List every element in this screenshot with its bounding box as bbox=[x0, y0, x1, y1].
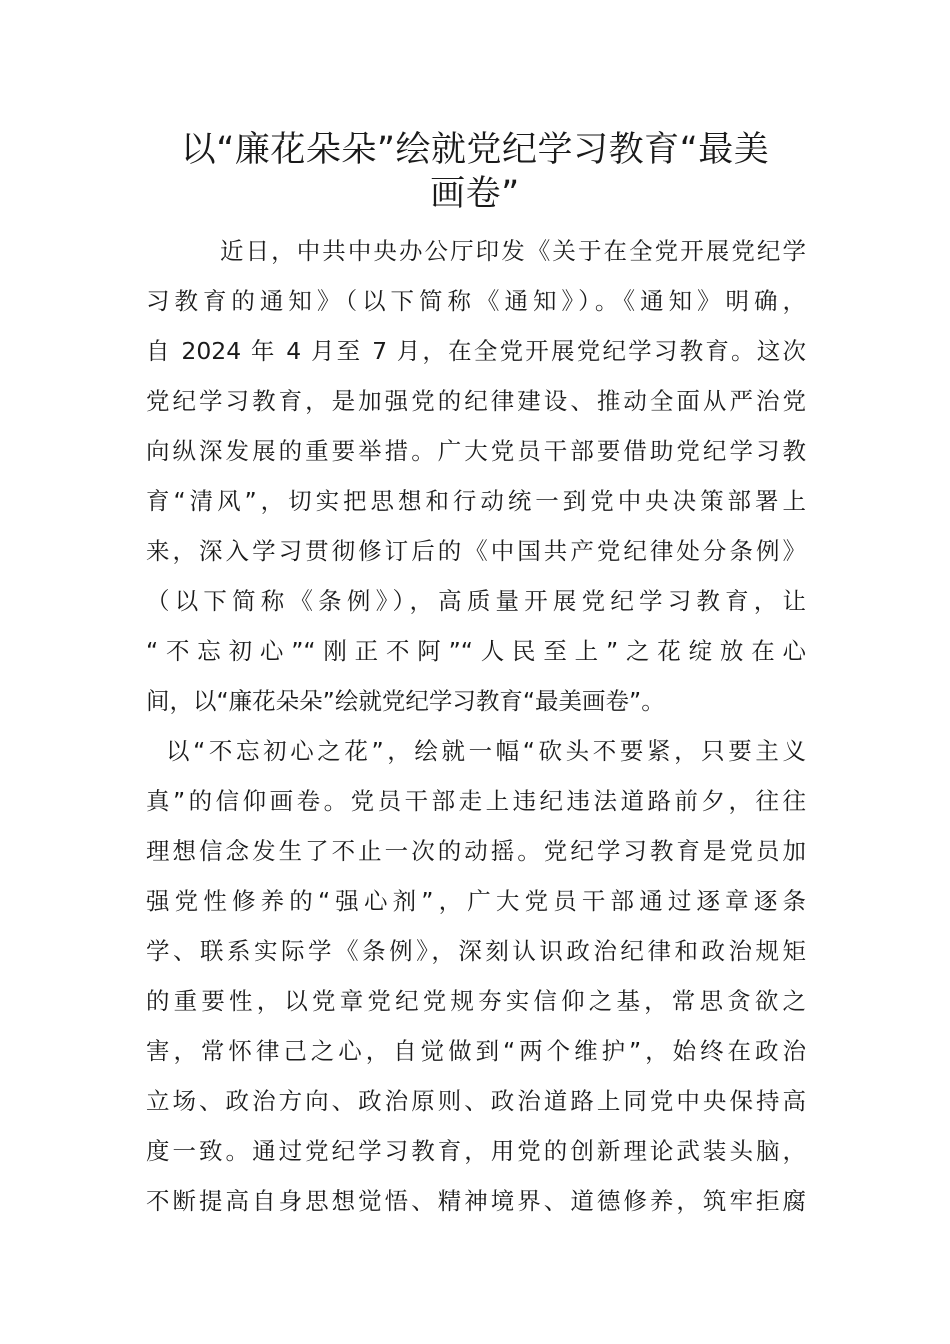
paragraph-1-line-2: 习教育的通知》（以下简称《通知》）。《通知》明确， bbox=[146, 287, 806, 315]
paragraph-1-line-1: 近日，中共中央办公厅印发《关于在全党开展党纪学 bbox=[220, 237, 806, 265]
paragraph-1-line-6: 育“清风”，切实把思想和行动统一到党中央决策部署上 bbox=[146, 487, 806, 515]
paragraph-2-line-2: 真”的信仰画卷。党员干部走上违纪违法道路前夕，往往 bbox=[146, 787, 806, 815]
paragraph-1-line-7: 来，深入学习贯彻修订后的《中国共产党纪律处分条例》 bbox=[146, 537, 806, 565]
paragraph-2-line-5: 学、联系实际学《条例》，深刻认识政治纪律和政治规矩 bbox=[146, 937, 806, 965]
document-title-line-2: 画卷” bbox=[430, 174, 520, 214]
paragraph-1-line-4: 党纪学习教育，是加强党的纪律建设、推动全面从严治党 bbox=[146, 387, 806, 415]
paragraph-1-line-5: 向纵深发展的重要举措。广大党员干部要借助党纪学习教 bbox=[146, 437, 806, 465]
paragraph-1-line-8: （以下简称《条例》），高质量开展党纪学习教育，让 bbox=[146, 587, 806, 615]
paragraph-2-line-6: 的重要性，以党章党纪党规夯实信仰之基，常思贪欲之 bbox=[146, 987, 806, 1015]
paragraph-1-line-10: 间，以“廉花朵朵”绘就党纪学习教育“最美画卷”。 bbox=[146, 687, 665, 715]
paragraph-2-line-4: 强党性修养的“强心剂”，广大党员干部通过逐章逐条 bbox=[146, 887, 806, 915]
paragraph-2-line-1: 以“不忘初心之花”，绘就一幅“砍头不要紧，只要主义 bbox=[166, 737, 806, 765]
paragraph-2-line-7: 害，常怀律己之心，自觉做到“两个维护”，始终在政治 bbox=[146, 1037, 806, 1065]
document-title-line-1: 以“廉花朵朵”绘就党纪学习教育“最美 bbox=[180, 130, 770, 170]
paragraph-2-line-10: 不断提高自身思想觉悟、精神境界、道德修养，筑牢拒腐 bbox=[146, 1187, 806, 1215]
paragraph-2-line-8: 立场、政治方向、政治原则、政治道路上同党中央保持高 bbox=[146, 1087, 806, 1115]
paragraph-1-line-9: “不忘初心”“刚正不阿”“人民至上”之花绽放在心 bbox=[146, 637, 806, 665]
paragraph-2-line-3: 理想信念发生了不止一次的动摇。党纪学习教育是党员加 bbox=[146, 837, 806, 865]
paragraph-1-line-3: 自 2024 年 4 月至 7 月，在全党开展党纪学习教育。这次 bbox=[146, 337, 806, 365]
paragraph-2-line-9: 度一致。通过党纪学习教育，用党的创新理论武装头脑， bbox=[146, 1137, 806, 1165]
